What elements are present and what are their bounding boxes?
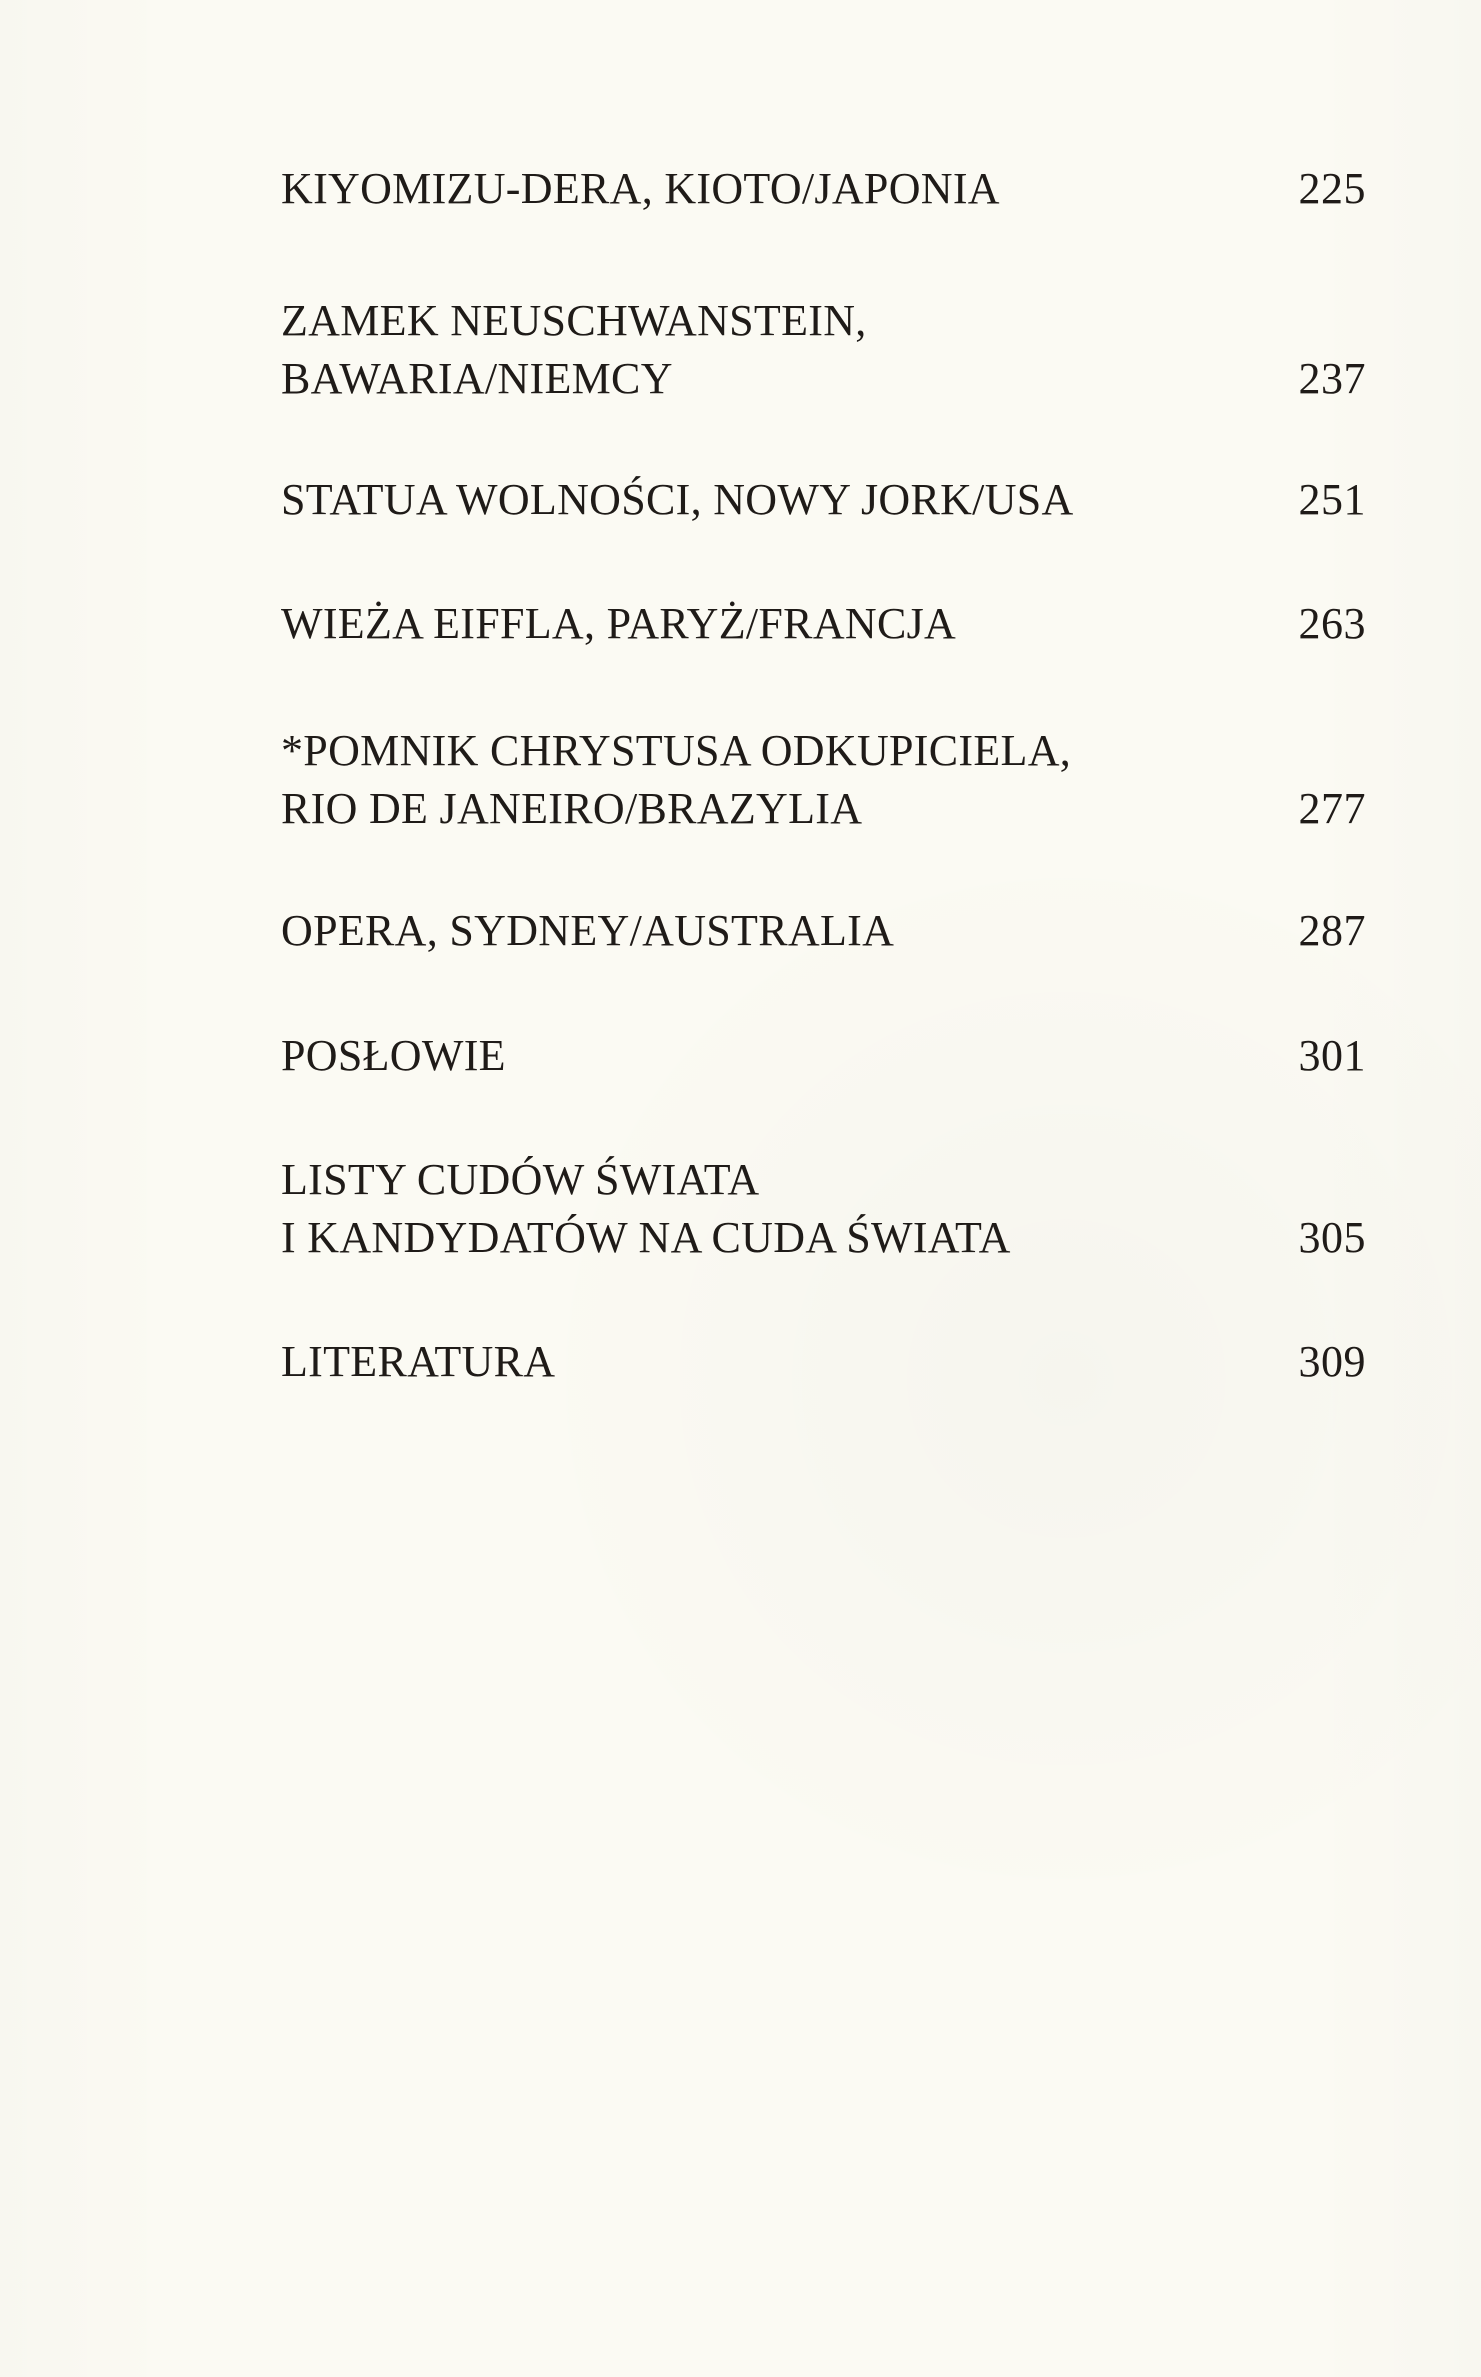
toc-entry — [281, 1027, 1366, 1085]
toc-entry — [281, 1151, 1366, 1267]
toc-entry — [281, 1333, 1366, 1391]
toc-entry-title: OPERA, SYDNEY/AUSTRALIA — [281, 906, 895, 955]
toc-entry-title: LITERATURA — [281, 1337, 556, 1386]
toc-entry-page-number: 305 — [1298, 1213, 1366, 1262]
toc-entry-title: LISTY CUDÓW ŚWIATA I KANDYDATÓW NA CUDA ŚWIATA — [281, 1155, 1011, 1262]
toc-entry-title: ZAMEK NEUSCHWANSTEIN, BAWARIA/NIEMCY — [281, 296, 867, 403]
toc-entry — [281, 160, 1366, 218]
toc-entry-title: *POMNIK CHRYSTUSA ODKUPICIELA, RIO DE JANEIRO/BRAZYLIA — [281, 726, 1072, 833]
toc-entry-page-number: 277 — [1298, 784, 1366, 833]
toc-entry — [281, 722, 1366, 838]
toc-entry — [281, 902, 1366, 960]
toc-entry-title: KIYOMIZU-DERA, KIOTO/JAPONIA — [281, 164, 1000, 213]
toc-entry-page-number: 309 — [1298, 1337, 1366, 1386]
toc-entry — [281, 595, 1366, 653]
toc-entry-page-number: 237 — [1298, 354, 1366, 403]
toc-entry-page-number: 225 — [1298, 164, 1366, 213]
toc-entry-title: STATUA WOLNOŚCI, NOWY JORK/USA — [281, 475, 1074, 524]
toc-entry-page-number: 287 — [1298, 906, 1366, 955]
toc-entry — [281, 292, 1366, 408]
toc-entry-page-number: 301 — [1298, 1031, 1366, 1080]
toc-entry-page-number: 263 — [1298, 599, 1366, 648]
toc-entry-page-number: 251 — [1298, 475, 1366, 524]
toc-entry-title: WIEŻA EIFFLA, PARYŻ/FRANCJA — [281, 599, 957, 648]
toc-entry-title: POSŁOWIE — [281, 1031, 506, 1080]
toc-entry — [281, 471, 1366, 529]
